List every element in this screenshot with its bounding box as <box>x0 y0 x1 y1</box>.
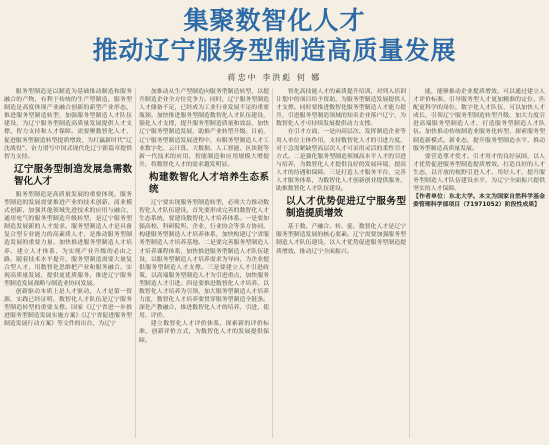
article-column-2 <box>139 88 269 442</box>
column-divider <box>409 88 410 438</box>
paragraph: 服务型制造是高质量发展的重要体现，服务型制造的发展需要推进产业的技术创新、商业模式创新、加强其他领域先进技术的应用与融合，通用电气的服务型制造升级转型，是辽宁服务型制造发展新的人才需求。服务型制造人才是具备复合型专业能力的高素质人才，是推动服务型制造发展的重要力量。加快推进服务型制造人才培养，建立人才体系，为实现产业升级的必由之路。随着技术水平提升，服务型制造需要大量复合型人才，用数智化思维把产业和服务融合、实现高质量发展，提供更优质服务，推进辽宁服务型制造发展战略与制造业协同发展。 <box>4 191 132 287</box>
paragraph: 在引才方面，一是向高层次、发挥制造企业等用人单位主体作用，支持数智化人才的引进力度，对于急需紧缺型高层次人才可采用灵活的柔性引才方式。二是强化服务型制造领域高水平人才的引进与培养，为数智化人才提供良好的发展环境，提高人才的待遇和保障。三是打造人才服务平台，完善人才服务体系，为数智化人才创新创业提供服务，助推数智化人才队伍建设。 <box>276 129 406 193</box>
article-column-3 <box>276 88 406 442</box>
section-heading: 辽宁服务型制造发展急需数智化人才 <box>14 163 132 187</box>
article-column-1 <box>4 88 132 442</box>
article-title-line-2: 推动辽宁服务型制造高质量发展 <box>92 36 457 65</box>
section-heading: 以人才优势促进辽宁服务型制造提质增效 <box>286 196 406 220</box>
paragraph: 基于数、产融合、转、促、数智化人才是辽宁服务型制造发展的核心要素。辽宁需要加强服务型制造人才队伍建设，以人才优势促进服务型制造提质增效，推动辽宁全面振兴。 <box>276 224 406 255</box>
paragraph: 能，能够推动企业提质增效。可以通过建立人才评价标准、引导服务型人才更加精准的定位、匹配更科学的岗位，数字化人才队伍，可以加快人才成长，引领辽宁服务型制造转型升级，加大力度引进高端服务型制造人才，打造服务型制造人才队伍。加快推动传统制造业服务化转型，探索服务型制造新模式、新业态，提升服务型制造水平，推动服务型制造高质量发展。 <box>413 89 545 152</box>
paragraph: 创新驱动本质上是人才驱动，人才是第一资源，实践已经证明，数智化人才队伍是辽宁服务型制造转型的重要支撑。国家《辽宁省进一步推进服务型制造发展实施方案》《辽宁省促进服务型制造发展行动方案》等文件的出台，为辽宁 <box>4 288 132 328</box>
paragraph: 加推动从生产型制造向服务型制造转型，以提升制造企业全方位竞争力。同时，辽宁服务型制造人才储备不足，已经成为工业行业发展不足的重要瓶颈。加快推进服务型制造数智化人才队伍建设，强化人才支撑，提升服务型制造质量和效益，加快辽宁服务型制造发展，助推产业转型升级。目前，辽宁服务型制造发展进程中，有服务型制造人才工业数字化、云计算、大数据、人工智能、区块链等新一代技术的应用，智能制造和应用规模大增提升，将数智化人才的需求越发明显。 <box>139 89 269 168</box>
paragraph: 要营造尊才爱才、引才用才的良好氛围，以人才优势促进服务型制造提质增效。打造良好的人才生态，以开放的视野引进人才、用好人才，提升服务型制造人才队伍建设水平，为辽宁全面振兴提供坚实的人才保障。 <box>413 153 545 193</box>
author-affiliation-note <box>413 193 545 209</box>
section-heading: 构建数智化人才培养生态系统 <box>149 171 269 195</box>
paragraph: 【作者单位：东北大学。本文为国家自然科学基金委管理科学部项目（71971052）阶段性成果】 <box>413 194 545 209</box>
article-authors: 蒋忠中 李洪彪 何 娜 <box>227 73 322 82</box>
paragraph: 智化高技能人才的素质提升培训，对列入培训计划中的项目给予资助，为服务型制造发展提供人才支撑。同时要推进数智化服务型制造人才能力提升，引进服务型制造领域的知名企业落户辽宁，为数智化人才可持续发展提供动力支撑。 <box>276 89 406 128</box>
column-divider <box>135 88 136 438</box>
paragraph: 建立数智化人才评价体系，探索新的评价标准、创新评价方式，为数智化人才的发展提供保障。 <box>139 321 269 344</box>
article-title-line-1: 集聚数智化人才 <box>183 6 366 35</box>
paragraph: 服务型制造是以制造为基础推动制造和服务融合的产物，有利于传统的生产型制造、服务型制造是高度体现产业融合创新的新型产业形态，推进服务型制造转型，加强服务型制造人才队伍建设，为辽宁服务型制造高质量发展提供人才支撑、智力支持和人才保障。需要聚数智化人才，促进服务型制造转型提质增效，为打赢新时代“辽沈战役”、奋力谱写中国式现代化辽宁新篇章提供智力支持。 <box>4 89 132 160</box>
paragraph: 辽宁要实现服务型制造转型，必须大力推动数智化人才队伍建设，首先要形成完善的数智化人才生态系统，要建设数智化人才培养体系。一是要加强高校、科研院所、企业、行业协会等多方协同，构建服务型制造人才培养体系，加快构建辽宁省服务型制造人才培养基地。二是要完善服务型制造人才培养课程体系，加快推进服务型制造人才队伍建设，以服务型制造人才培养需求为导向，为企业提供服务型制造人才支撑。三是要建立人才引进政策，以高端服务型制造人才为引进重点，加快服务型制造人才引进。四是要推进数智化人才培养，以数智化人才培养为引领，加大服务型制造人才培养力度，数智化人才培养要贯穿服务型制造全链条。深化产教融合，推进数智化人才的培养、引进、使用、评价。 <box>139 199 269 320</box>
article-column-4 <box>413 88 545 442</box>
column-divider <box>272 88 273 438</box>
